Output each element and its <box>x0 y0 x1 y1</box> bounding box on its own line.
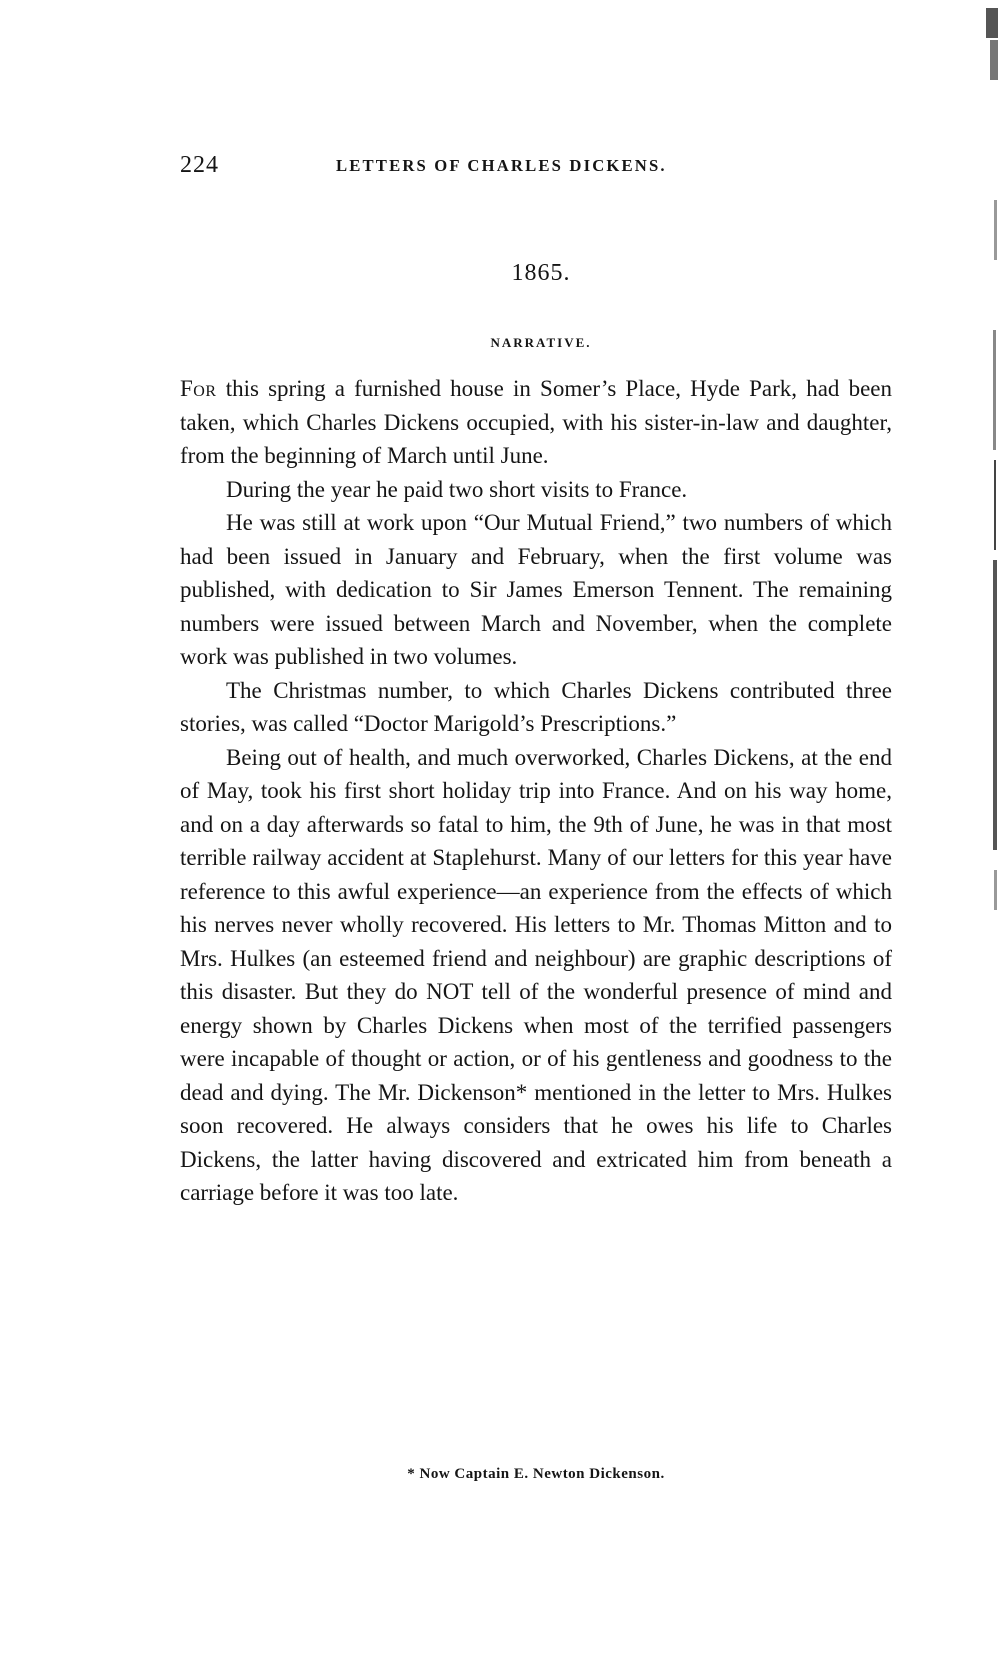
narrative-body <box>180 372 892 1210</box>
page-number: 224 <box>180 152 219 178</box>
paragraph-3: He was still at work upon “Our Mutual Friend,” two numbers of which had been issued in January and February, when the first volume was published, with dedication to Sir James Emerson Tennent. The remaining numbers were issued between March and November, when the complete work was published in two volumes. <box>180 510 892 669</box>
paragraph-4: The Christmas number, to which Charles Dickens contributed three stories, was called “Doctor Marigold’s Prescriptions.” <box>180 677 892 736</box>
paragraph-2: During the year he paid two short visits to France. <box>226 476 688 502</box>
lead-word: For <box>180 376 217 401</box>
year-heading: 1865. <box>511 260 571 286</box>
running-title: LETTERS OF CHARLES DICKENS. <box>336 156 667 175</box>
footnote: * Now Captain E. Newton Dickenson. <box>407 1466 665 1482</box>
section-heading: NARRATIVE. <box>490 335 592 350</box>
paragraph-1 <box>180 372 892 473</box>
scan-edge-marks <box>984 0 1000 1669</box>
running-head <box>180 152 890 186</box>
paragraph-5: Being out of health, and much overworked, Charles Dickens, at the end of May, took his first short holiday trip into France. And on his way home, and on a day afterwards so fatal to him, the 9th of June, he was in that most terrible railway accident at Staplehurst. Many of our letters for this year have reference to this awful experience—an experience from the effects of which his nerves never wholly recovered. His letters to Mr. Thomas Mitton and to Mrs. Hulkes (an esteemed friend and neighbour) are graphic descriptions of this disaster. But they do NOT tell of the wonderful presence of mind and energy shown by Charles Dickens when most of the terrified passengers were incapable of thought or action, or of his gentleness and goodness to the dead and dying. The Mr. Dickenson* mentioned in the letter to Mrs. Hulkes soon recovered. He always considers that he owes his life to Charles Dickens, the latter having discovered and extricated him from beneath a carriage before it was too late. <box>180 744 892 1205</box>
paragraph-1-text: this spring a furnished house in Somer’s Place, Hyde Park, had been taken, which Charles Dickens occupied, with his sister-in-law and daughter, from the beginning of March until June. <box>180 376 892 468</box>
